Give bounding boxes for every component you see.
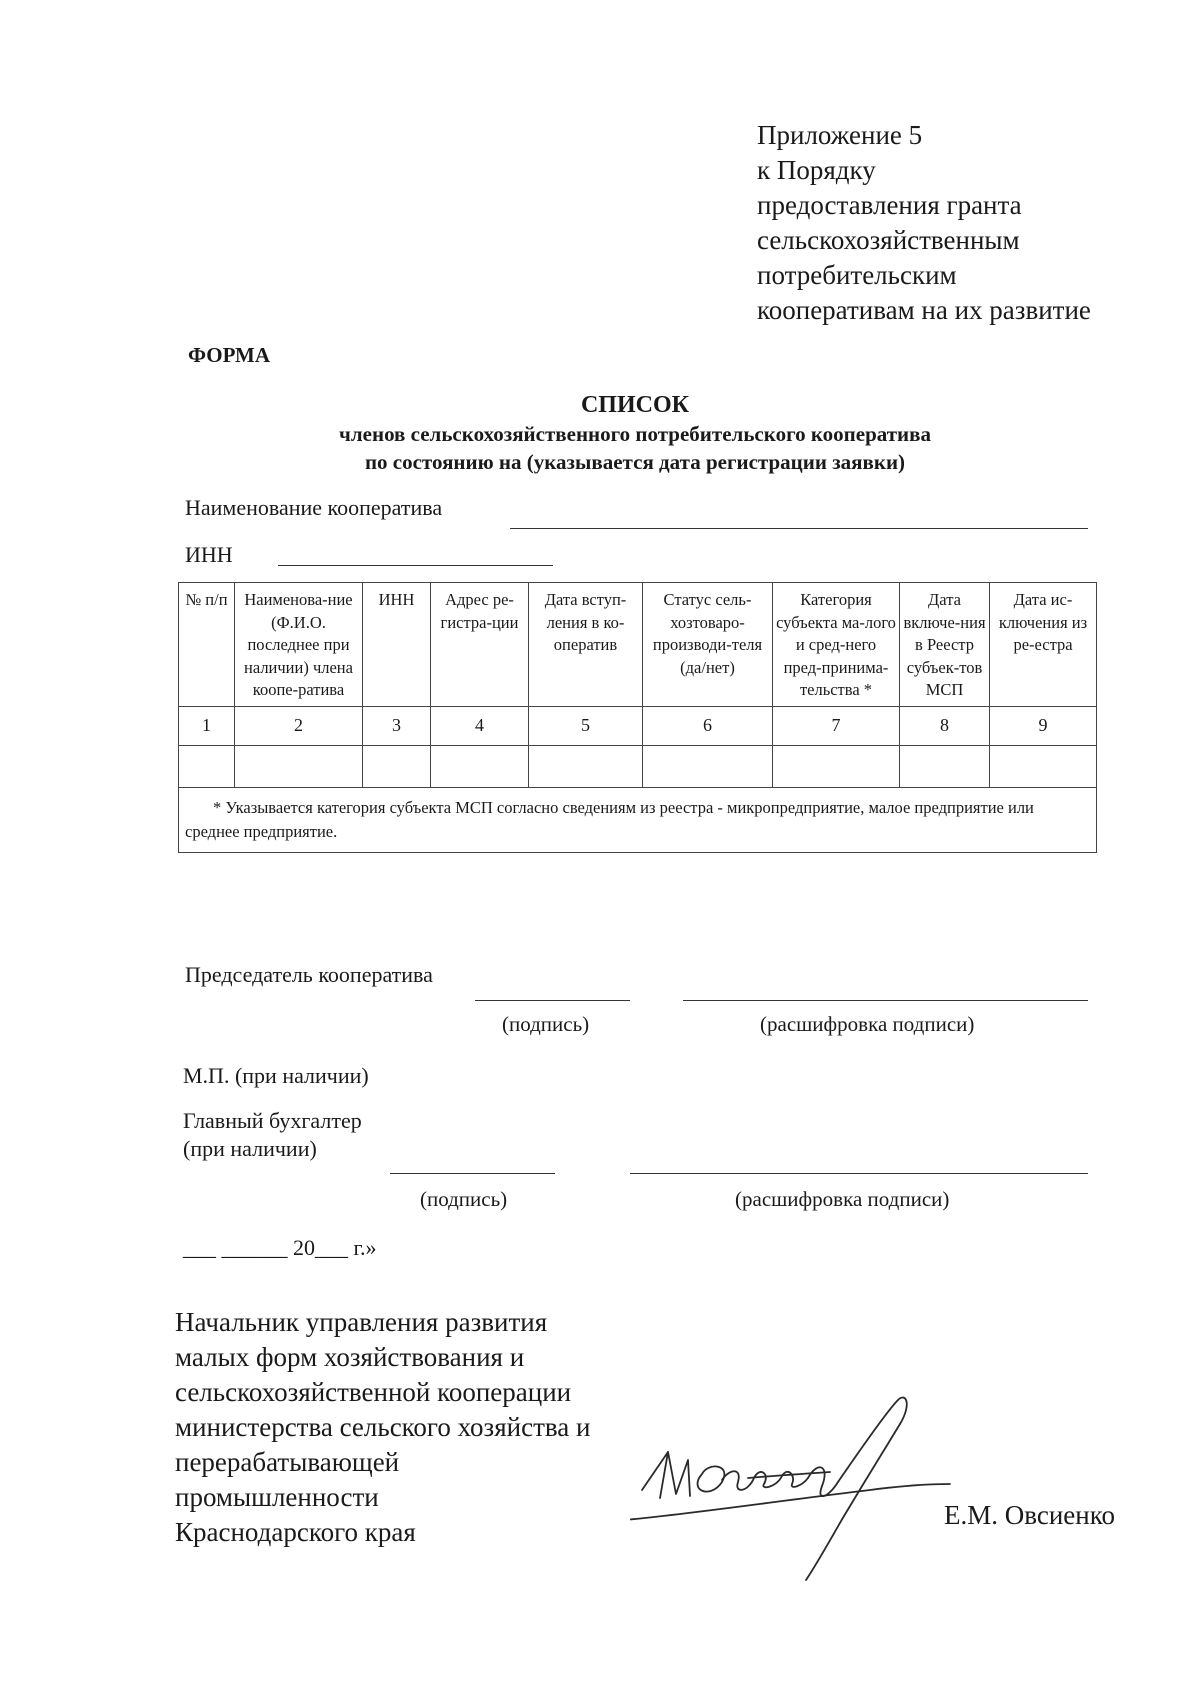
appendix-line: к Порядку xyxy=(757,155,876,185)
appendix-line: Приложение 5 xyxy=(757,120,923,150)
accountant-optional-label: (при наличии) xyxy=(183,1136,317,1161)
inn-label: ИНН xyxy=(185,542,233,567)
header-cell: Дата включе-ния в Реестр субъек-тов МСП xyxy=(900,583,990,707)
number-cell: 5 xyxy=(529,706,643,745)
forma-label: ФОРМА xyxy=(188,343,271,367)
number-cell: 3 xyxy=(363,706,431,745)
number-cell: 7 xyxy=(773,706,900,745)
header-cell: ИНН xyxy=(363,583,431,707)
title-main: СПИСОК xyxy=(580,392,690,418)
coop-name-line[interactable] xyxy=(510,528,1088,529)
appendix-line: предоставления гранта xyxy=(757,190,1022,220)
number-cell: 1 xyxy=(179,706,235,745)
chairman-decoding-caption: (расшифровка подписи) xyxy=(760,1012,975,1036)
position-line: малых форм хозяйствования и xyxy=(175,1342,525,1372)
empty-cell[interactable] xyxy=(643,745,773,787)
appendix-block xyxy=(757,118,1091,328)
chairman-label: Председатель кооператива xyxy=(185,962,433,987)
empty-cell[interactable] xyxy=(363,745,431,787)
accountant-signature-line[interactable] xyxy=(390,1173,555,1174)
empty-cell[interactable] xyxy=(773,745,900,787)
coop-name-label: Наименование кооператива xyxy=(185,495,443,520)
title-line-2: по состоянию на (указывается дата регистрации заявки) xyxy=(364,450,906,474)
table-number-row xyxy=(179,706,1097,745)
stamp-label: М.П. (при наличии) xyxy=(183,1063,369,1088)
members-table xyxy=(178,582,1097,853)
empty-cell[interactable] xyxy=(431,745,529,787)
table-row xyxy=(179,745,1097,787)
empty-cell[interactable] xyxy=(235,745,363,787)
number-cell: 8 xyxy=(900,706,990,745)
date-line[interactable]: ___ ______ 20___ г.» xyxy=(183,1235,377,1260)
table-header-row xyxy=(179,583,1097,707)
title-line-1: членов сельскохозяйственного потребительского кооператива xyxy=(339,422,931,446)
table-note-row xyxy=(179,787,1097,852)
header-cell: Дата вступ-ления в ко-оператив xyxy=(529,583,643,707)
number-cell: 9 xyxy=(990,706,1097,745)
handwritten-signature xyxy=(630,1390,980,1590)
header-cell: Статус сель-хозтоваро-производи-теля (да/нет) xyxy=(643,583,773,707)
header-cell: Адрес ре-гистра-ции xyxy=(431,583,529,707)
position-line: перерабатывающей xyxy=(175,1447,400,1477)
chairman-decoding-line[interactable] xyxy=(683,1000,1088,1001)
number-cell: 2 xyxy=(235,706,363,745)
table-footnote: * Указывается категория субъекта МСП согласно сведениям из реестра - микропредприятие, малое предприятие или среднее предприятие. xyxy=(179,787,1097,852)
inn-line[interactable] xyxy=(278,565,553,566)
accountant-decoding-line[interactable] xyxy=(630,1173,1088,1174)
appendix-line: кооперативам на их развитие xyxy=(757,295,1091,325)
chairman-signature-caption: (подпись) xyxy=(502,1012,590,1036)
accountant-label: Главный бухгалтер xyxy=(183,1108,362,1133)
position-line: министерства сельского хозяйства и xyxy=(175,1412,591,1442)
empty-cell[interactable] xyxy=(990,745,1097,787)
empty-cell[interactable] xyxy=(529,745,643,787)
number-cell: 6 xyxy=(643,706,773,745)
empty-cell[interactable] xyxy=(179,745,235,787)
position-line: сельскохозяйственной кооперации xyxy=(175,1377,572,1407)
position-line: промышленности xyxy=(175,1482,379,1512)
empty-cell[interactable] xyxy=(900,745,990,787)
number-cell: 4 xyxy=(431,706,529,745)
appendix-line: сельскохозяйственным xyxy=(757,225,1020,255)
header-cell: Дата ис-ключения из ре-естра xyxy=(990,583,1097,707)
signer-name: Е.М. Овсиенко xyxy=(944,1500,1115,1530)
accountant-signature-caption: (подпись) xyxy=(420,1187,508,1211)
position-line: Начальник управления развития xyxy=(175,1307,548,1337)
header-cell: Категория субъекта ма-лого и сред-него пред-принима-тельства * xyxy=(773,583,900,707)
accountant-decoding-caption: (расшифровка подписи) xyxy=(735,1187,950,1211)
chairman-signature-line[interactable] xyxy=(475,1000,630,1001)
appendix-line: потребительским xyxy=(757,260,957,290)
document-title xyxy=(0,390,1200,476)
header-cell: № п/п xyxy=(179,583,235,707)
official-position-block xyxy=(175,1305,590,1550)
position-line: Краснодарского края xyxy=(175,1517,416,1547)
header-cell: Наименова-ние (Ф.И.О. последнее при наличии) члена коопе-ратива xyxy=(235,583,363,707)
